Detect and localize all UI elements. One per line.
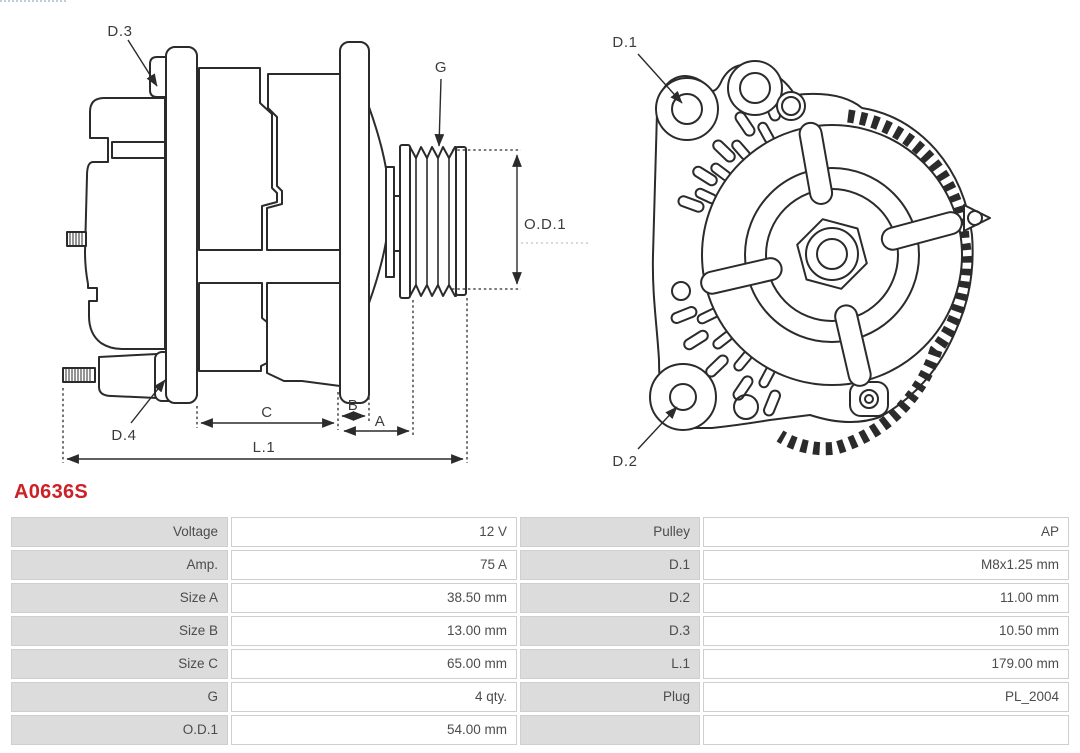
alternator-side-view (63, 42, 466, 403)
dim-label-b: B (347, 397, 359, 414)
bottom-right-mount (850, 382, 888, 416)
dim-label-d2: D.2 (612, 453, 638, 470)
spec-label-cell: L.1 (520, 649, 700, 679)
spec-label-cell: Amp. (11, 550, 228, 580)
spec-label-cell (520, 715, 700, 745)
spec-value-cell: AP (703, 517, 1069, 547)
spec-label-cell: D.1 (520, 550, 700, 580)
dim-label-d4: D.4 (111, 427, 137, 444)
body-lower-left (199, 283, 273, 371)
dim-label-a: A (374, 413, 386, 430)
spec-label-cell: O.D.1 (11, 715, 228, 745)
spec-label-cell: Size B (11, 616, 228, 646)
spec-label-cell: Pulley (520, 517, 700, 547)
pulley (400, 145, 466, 298)
alternator-front-view (650, 61, 990, 449)
spec-value-cell: 75 A (231, 550, 517, 580)
body-upper-left (199, 68, 277, 250)
body-lower-right (267, 283, 340, 386)
spec-value-cell: 13.00 mm (231, 616, 517, 646)
spec-value-cell: 4 qty. (231, 682, 517, 712)
terminal-stud (67, 232, 86, 246)
rear-housing (85, 98, 165, 349)
part-number: A0636S (14, 481, 89, 503)
pulley-left-flange (400, 145, 410, 298)
spec-value-cell: 12 V (231, 517, 517, 547)
d3-tab (150, 57, 166, 97)
dim-label-g: G (434, 59, 448, 76)
dim-label-d3: D.3 (107, 23, 133, 40)
spec-label-cell: G (11, 682, 228, 712)
d4-lug (99, 354, 157, 398)
spec-value-cell (703, 715, 1069, 745)
spec-label-cell: D.2 (520, 583, 700, 613)
dim-label-l1: L.1 (252, 439, 276, 456)
spec-value-cell: 38.50 mm (231, 583, 517, 613)
dim-label-od1: O.D.1 (524, 216, 567, 233)
dim-label-d1: D.1 (612, 34, 638, 51)
shaft-spacer (386, 167, 394, 277)
mounting-stud (63, 368, 95, 382)
spec-label-cell: Size A (11, 583, 228, 613)
spec-label-cell: Voltage (11, 517, 228, 547)
top-ear-lobe (656, 78, 718, 140)
spec-label-cell: D.3 (520, 616, 700, 646)
drive-end-bracket (340, 42, 369, 403)
body-upper-right (267, 74, 340, 250)
spec-value-cell: 65.00 mm (231, 649, 517, 679)
g-arrow (439, 79, 441, 146)
spec-value-cell: 10.50 mm (703, 616, 1069, 646)
spec-label-cell: Plug (520, 682, 700, 712)
spec-label-cell: Size C (11, 649, 228, 679)
bottom-ear-lobe (650, 364, 716, 430)
top-lobe-2 (728, 61, 782, 115)
pulley-right-flange (456, 147, 466, 295)
dim-label-c: C (261, 404, 273, 421)
front-bracket (166, 47, 197, 403)
spec-value-cell: 54.00 mm (231, 715, 517, 745)
spec-value-cell: 11.00 mm (703, 583, 1069, 613)
spec-value-cell: PL_2004 (703, 682, 1069, 712)
spec-value-cell: M8x1.25 mm (703, 550, 1069, 580)
spec-table (11, 517, 1069, 745)
spec-value-cell: 179.00 mm (703, 649, 1069, 679)
